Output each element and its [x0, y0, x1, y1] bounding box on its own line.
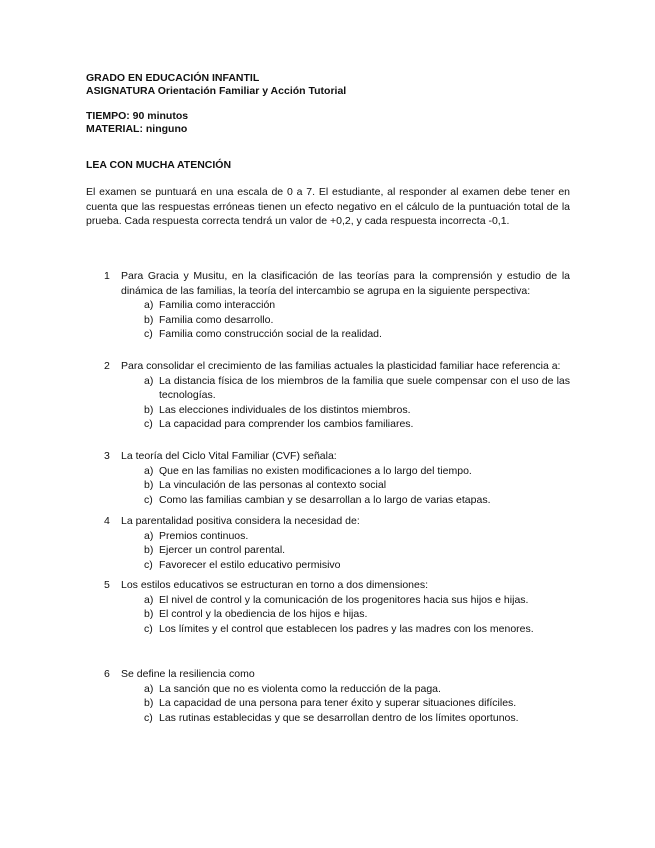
question-number: 5	[104, 579, 110, 591]
question-5	[104, 578, 570, 636]
option-c	[144, 417, 570, 432]
option-text: Familia como interacción	[159, 299, 276, 311]
options-list	[104, 464, 570, 508]
option-letter: a)	[144, 682, 154, 695]
option-letter: a)	[144, 374, 154, 387]
options-list	[104, 298, 570, 342]
option-text: Las rutinas establecidas y que se desarrollan dentro de los límites oportunos.	[159, 711, 519, 724]
option-b	[144, 478, 570, 493]
option-letter: c)	[144, 328, 153, 340]
exam-time: TIEMPO: 90 minutos	[86, 110, 189, 122]
question-number: 2	[104, 360, 110, 372]
option-c	[144, 558, 570, 573]
option-b	[144, 543, 570, 558]
option-text: Ejercer un control parental.	[159, 544, 286, 556]
option-a	[144, 298, 570, 313]
exam-material: MATERIAL: ninguno	[86, 123, 188, 135]
option-a	[144, 682, 570, 697]
option-a	[144, 529, 570, 544]
option-text: Favorecer el estilo educativo permisivo	[159, 558, 341, 571]
option-b	[144, 403, 570, 418]
option-letter: b)	[144, 544, 154, 556]
instructions-paragraph: El examen se puntuará en una escala de 0 a 7. El estudiante, al responder al examen debe tener en cuenta que las respuestas erróneas tienen un efecto negativo en el cálculo de la puntuación total de la prueba. Cada respuesta correcta tendrá un valor de +0,2, y cada respuesta incorrecta -0,1.	[86, 186, 570, 227]
option-text: Familia como desarrollo.	[159, 313, 274, 326]
option-letter: c)	[144, 558, 153, 571]
option-c	[144, 711, 570, 726]
option-letter: c)	[144, 493, 153, 506]
option-a	[144, 464, 570, 479]
option-text: La distancia física de los miembros de la familia que suele compensar con el uso de las tecnologías.	[159, 374, 570, 401]
question-3	[104, 449, 570, 507]
option-text: La vinculación de las personas al contexto social	[159, 479, 387, 491]
options-list	[104, 374, 570, 432]
option-text: La capacidad de una persona para tener éxito y superar situaciones difíciles.	[159, 697, 517, 709]
question-number: 4	[104, 515, 110, 527]
question-4	[104, 514, 570, 572]
question-text: La teoría del Ciclo Vital Familiar (CVF) señala:	[121, 450, 337, 462]
options-list	[104, 593, 570, 637]
question-text: Los estilos educativos se estructuran en torno a dos dimensiones:	[121, 579, 429, 591]
options-list	[104, 682, 570, 726]
option-text: Las elecciones individuales de los distintos miembros.	[159, 403, 411, 416]
question-1	[104, 269, 570, 342]
option-text: La capacidad para comprender los cambios familiares.	[159, 418, 414, 430]
option-text: Familia como construcción social de la realidad.	[159, 328, 382, 340]
options-list	[104, 529, 570, 573]
option-b	[144, 607, 570, 622]
option-c	[144, 493, 570, 508]
option-b	[144, 313, 570, 328]
subject-title: ASIGNATURA Orientación Familiar y Acción Tutorial	[86, 85, 347, 97]
option-text: La sanción que no es violenta como la reducción de la paga.	[159, 682, 441, 695]
option-text: El nivel de control y la comunicación de los progenitores hacia sus hijos e hijas.	[159, 593, 529, 606]
option-letter: c)	[144, 711, 153, 724]
option-text: Como las familias cambian y se desarrollan a lo largo de varias etapas.	[159, 493, 491, 506]
option-letter: a)	[144, 593, 154, 606]
option-letter: c)	[144, 418, 153, 430]
option-text: El control y la obediencia de los hijos e hijas.	[159, 608, 368, 620]
question-6	[104, 667, 570, 725]
option-letter: a)	[144, 299, 154, 311]
option-b	[144, 696, 570, 711]
option-letter: b)	[144, 403, 154, 416]
question-2	[104, 359, 570, 432]
option-letter: b)	[144, 697, 154, 709]
question-number: 1	[104, 270, 110, 282]
question-number: 3	[104, 450, 110, 462]
option-text: Que en las familias no existen modificaciones a lo largo del tiempo.	[159, 464, 472, 477]
question-number: 6	[104, 668, 110, 680]
option-letter: b)	[144, 479, 154, 491]
option-text: Premios continuos.	[159, 529, 249, 542]
question-text: Para consolidar el crecimiento de las familias actuales la plasticidad familiar hace referencia a:	[121, 360, 561, 372]
option-letter: b)	[144, 313, 154, 326]
option-c	[144, 327, 570, 342]
option-letter: b)	[144, 608, 154, 620]
degree-title: GRADO EN EDUCACIÓN INFANTIL	[86, 72, 260, 84]
option-letter: c)	[144, 622, 153, 635]
option-text: Los límites y el control que establecen los padres y las madres con los menores.	[159, 622, 534, 635]
question-text: La parentalidad positiva considera la necesidad de:	[121, 515, 360, 527]
option-a	[144, 374, 570, 403]
question-text: Para Gracia y Musitu, en la clasificación de las teorías para la comprensión y estudio de la dinámica de las familias, la teoría del intercambio se agrupa en la siguiente perspectiva:	[121, 270, 570, 297]
option-letter: a)	[144, 464, 154, 477]
attention-heading: LEA CON MUCHA ATENCIÓN	[86, 159, 232, 171]
option-letter: a)	[144, 529, 154, 542]
option-a	[144, 593, 570, 608]
option-c	[144, 622, 570, 637]
question-text: Se define la resiliencia como	[121, 668, 255, 680]
